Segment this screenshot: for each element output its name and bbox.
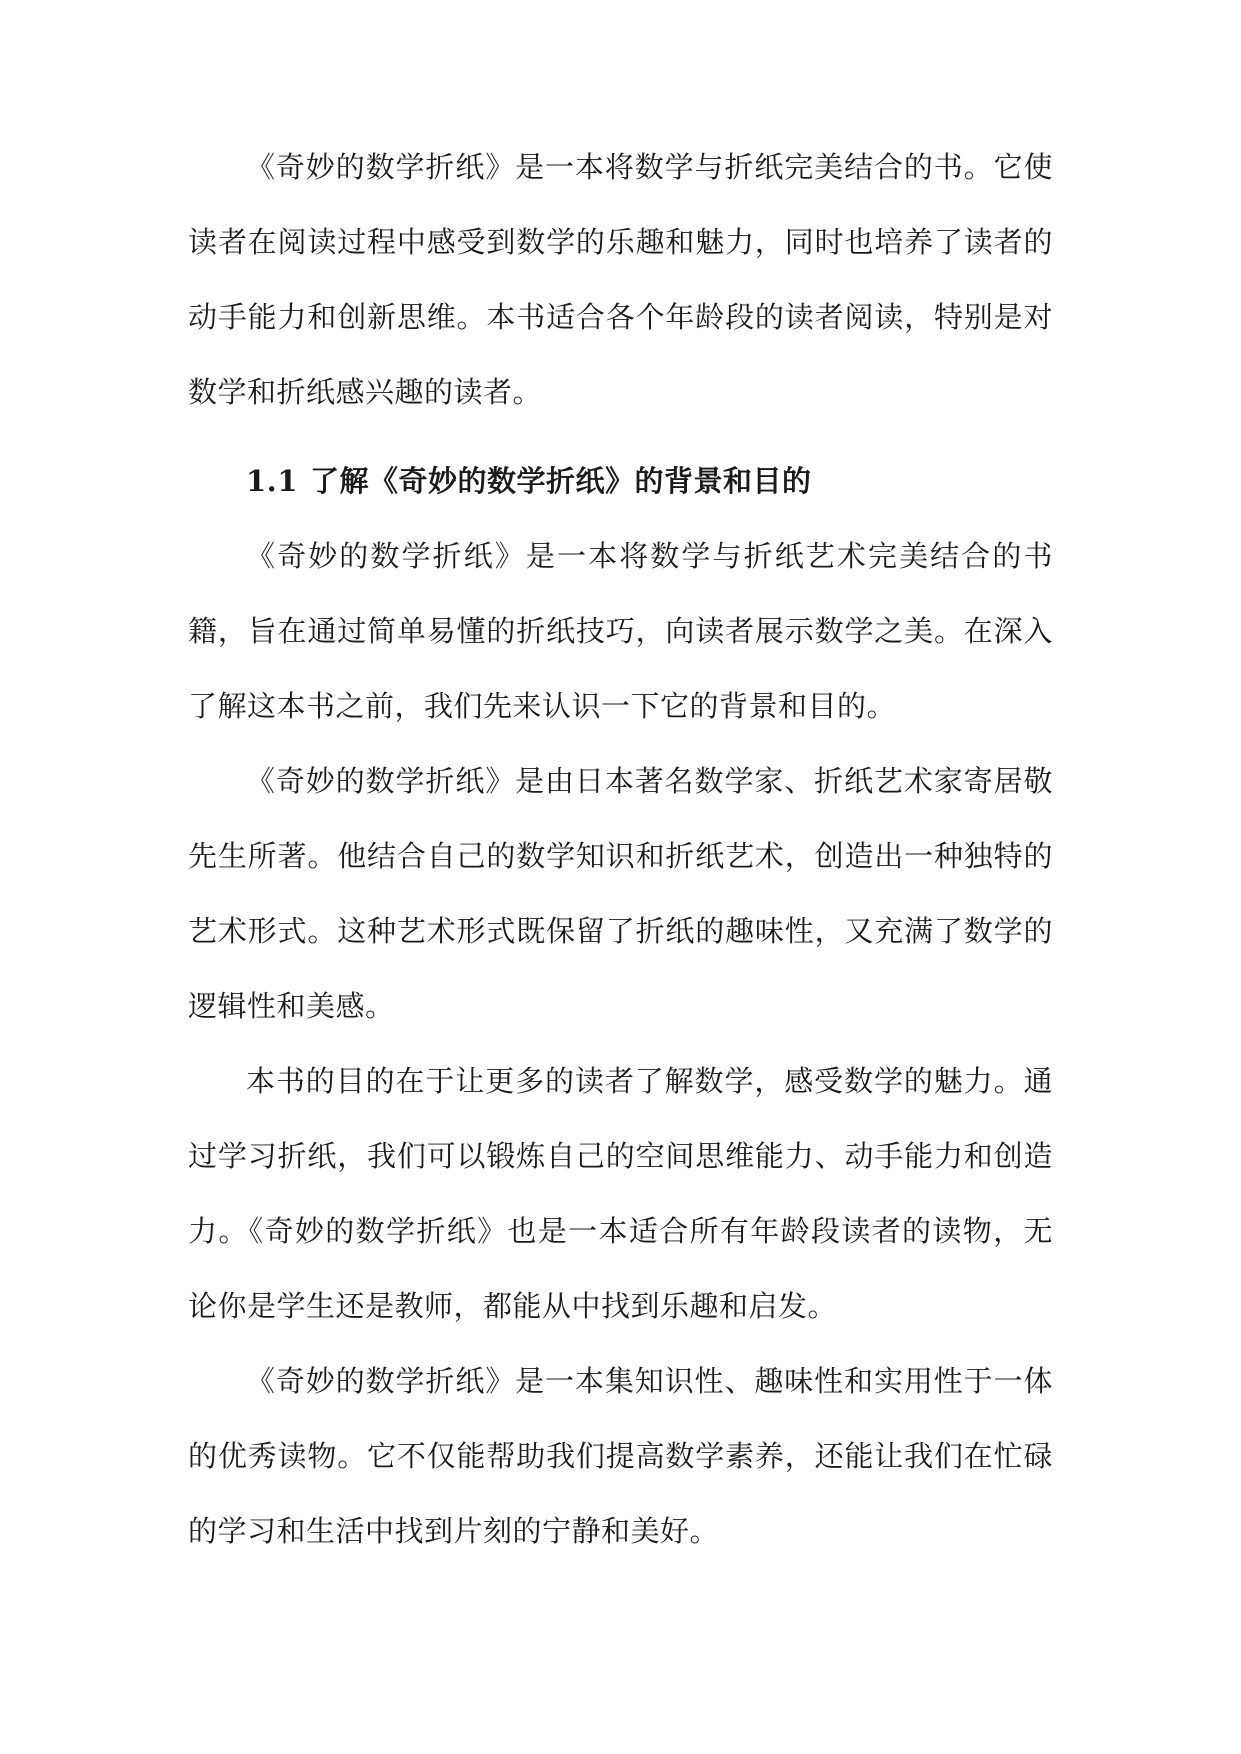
section-number: 1.1 [246,464,298,498]
section-title: 了解《奇妙的数学折纸》的背景和目的 [309,464,812,498]
intro-paragraph: 《奇妙的数学折纸》是一本将数学与折纸完美结合的书。它使读者在阅读过程中感受到数学的乐趣和魅力，同时也培养了读者的动手能力和创新思维。本书适合各个年龄段的读者阅读，特别是对数学和折纸感兴趣的读者。 [188,150,1053,409]
body-paragraph: 《奇妙的数学折纸》是一本集知识性、趣味性和实用性于一体的优秀读物。它不仅能帮助我们提高数学素养，还能让我们在忙碌的学习和生活中找到片刻的宁静和美好。 [188,1364,1053,1548]
body-paragraph: 《奇妙的数学折纸》是一本将数学与折纸艺术完美结合的书籍，旨在通过简单易懂的折纸技巧，向读者展示数学之美。在深入了解这本书之前，我们先来认识一下它的背景和目的。 [188,539,1053,723]
body-paragraph: 《奇妙的数学折纸》是由日本著名数学家、折纸艺术家寄居敬先生所著。他结合自己的数学知识和折纸艺术，创造出一种独特的艺术形式。这种艺术形式既保留了折纸的趣味性，又充满了数学的逻辑性和美感。 [188,764,1053,1023]
section-heading [188,444,1053,519]
text-column [188,130,1053,1569]
body-paragraph: 本书的目的在于让更多的读者了解数学，感受数学的魅力。通过学习折纸，我们可以锻炼自己的空间思维能力、动手能力和创造力。《奇妙的数学折纸》也是一本适合所有年龄段读者的读物，无论你是学生还是教师，都能从中找到乐趣和启发。 [188,1064,1053,1323]
